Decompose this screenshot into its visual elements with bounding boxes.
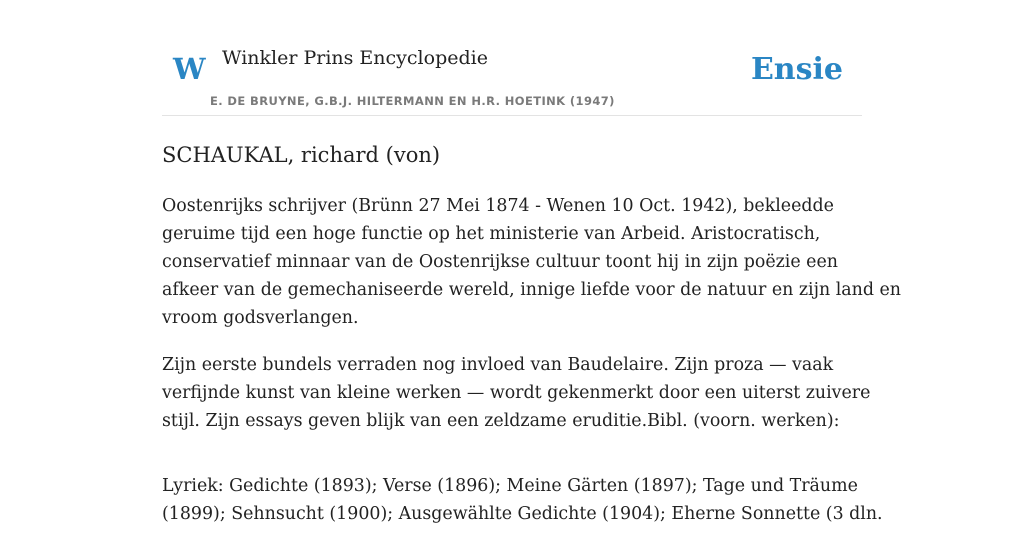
text-line: conservatief minnaar van de Oostenrijkse cultuur toont hij in zijn poëzie een <box>162 252 838 272</box>
ensie-brand-logo[interactable]: Ensie <box>750 52 843 87</box>
authors-line: E. DE BRUYNE, G.B.J. HILTERMANN EN H.R. HOETINK (1947) <box>210 94 615 108</box>
text-line: vroom godsverlangen. <box>162 308 359 328</box>
page <box>162 0 902 524</box>
paragraph-style <box>162 351 871 435</box>
winkler-prins-logo[interactable]: W <box>173 52 206 86</box>
text-line: afkeer van de gemechaniseerde wereld, innige liefde voor de natuur en zijn land en <box>162 280 902 300</box>
text-line: Lyriek: Gedichte (1893); Verse (1896); Meine Gärten (1897); Tage und Träume <box>162 476 858 496</box>
paragraph-biography <box>162 192 902 332</box>
site-header <box>162 0 862 116</box>
text-line: (1899); Sehnsucht (1900); Ausgewählte Gedichte (1904); Eherne Sonnette (3 dln. <box>162 504 883 524</box>
paragraph-bibliography <box>162 472 883 528</box>
site-title[interactable]: Winkler Prins Encyclopedie <box>222 47 488 69</box>
entry-body <box>162 192 902 547</box>
text-line: geruime tijd een hoge functie op het ministerie van Arbeid. Aristocratisch, <box>162 224 821 244</box>
text-line: Zijn eerste bundels verraden nog invloed van Baudelaire. Zijn proza — vaak <box>162 355 834 375</box>
text-line: verfijnde kunst van kleine werken — wordt gekenmerkt door een uiterst zuivere <box>162 383 871 403</box>
entry-title: SCHAUKAL, richard (von) <box>162 143 441 167</box>
text-line: Oostenrijks schrijver (Brünn 27 Mei 1874 - Wenen 10 Oct. 1942), bekleedde <box>162 196 834 216</box>
text-line: stijl. Zijn essays geven blijk van een zeldzame eruditie.Bibl. (voorn. werken): <box>162 411 840 431</box>
